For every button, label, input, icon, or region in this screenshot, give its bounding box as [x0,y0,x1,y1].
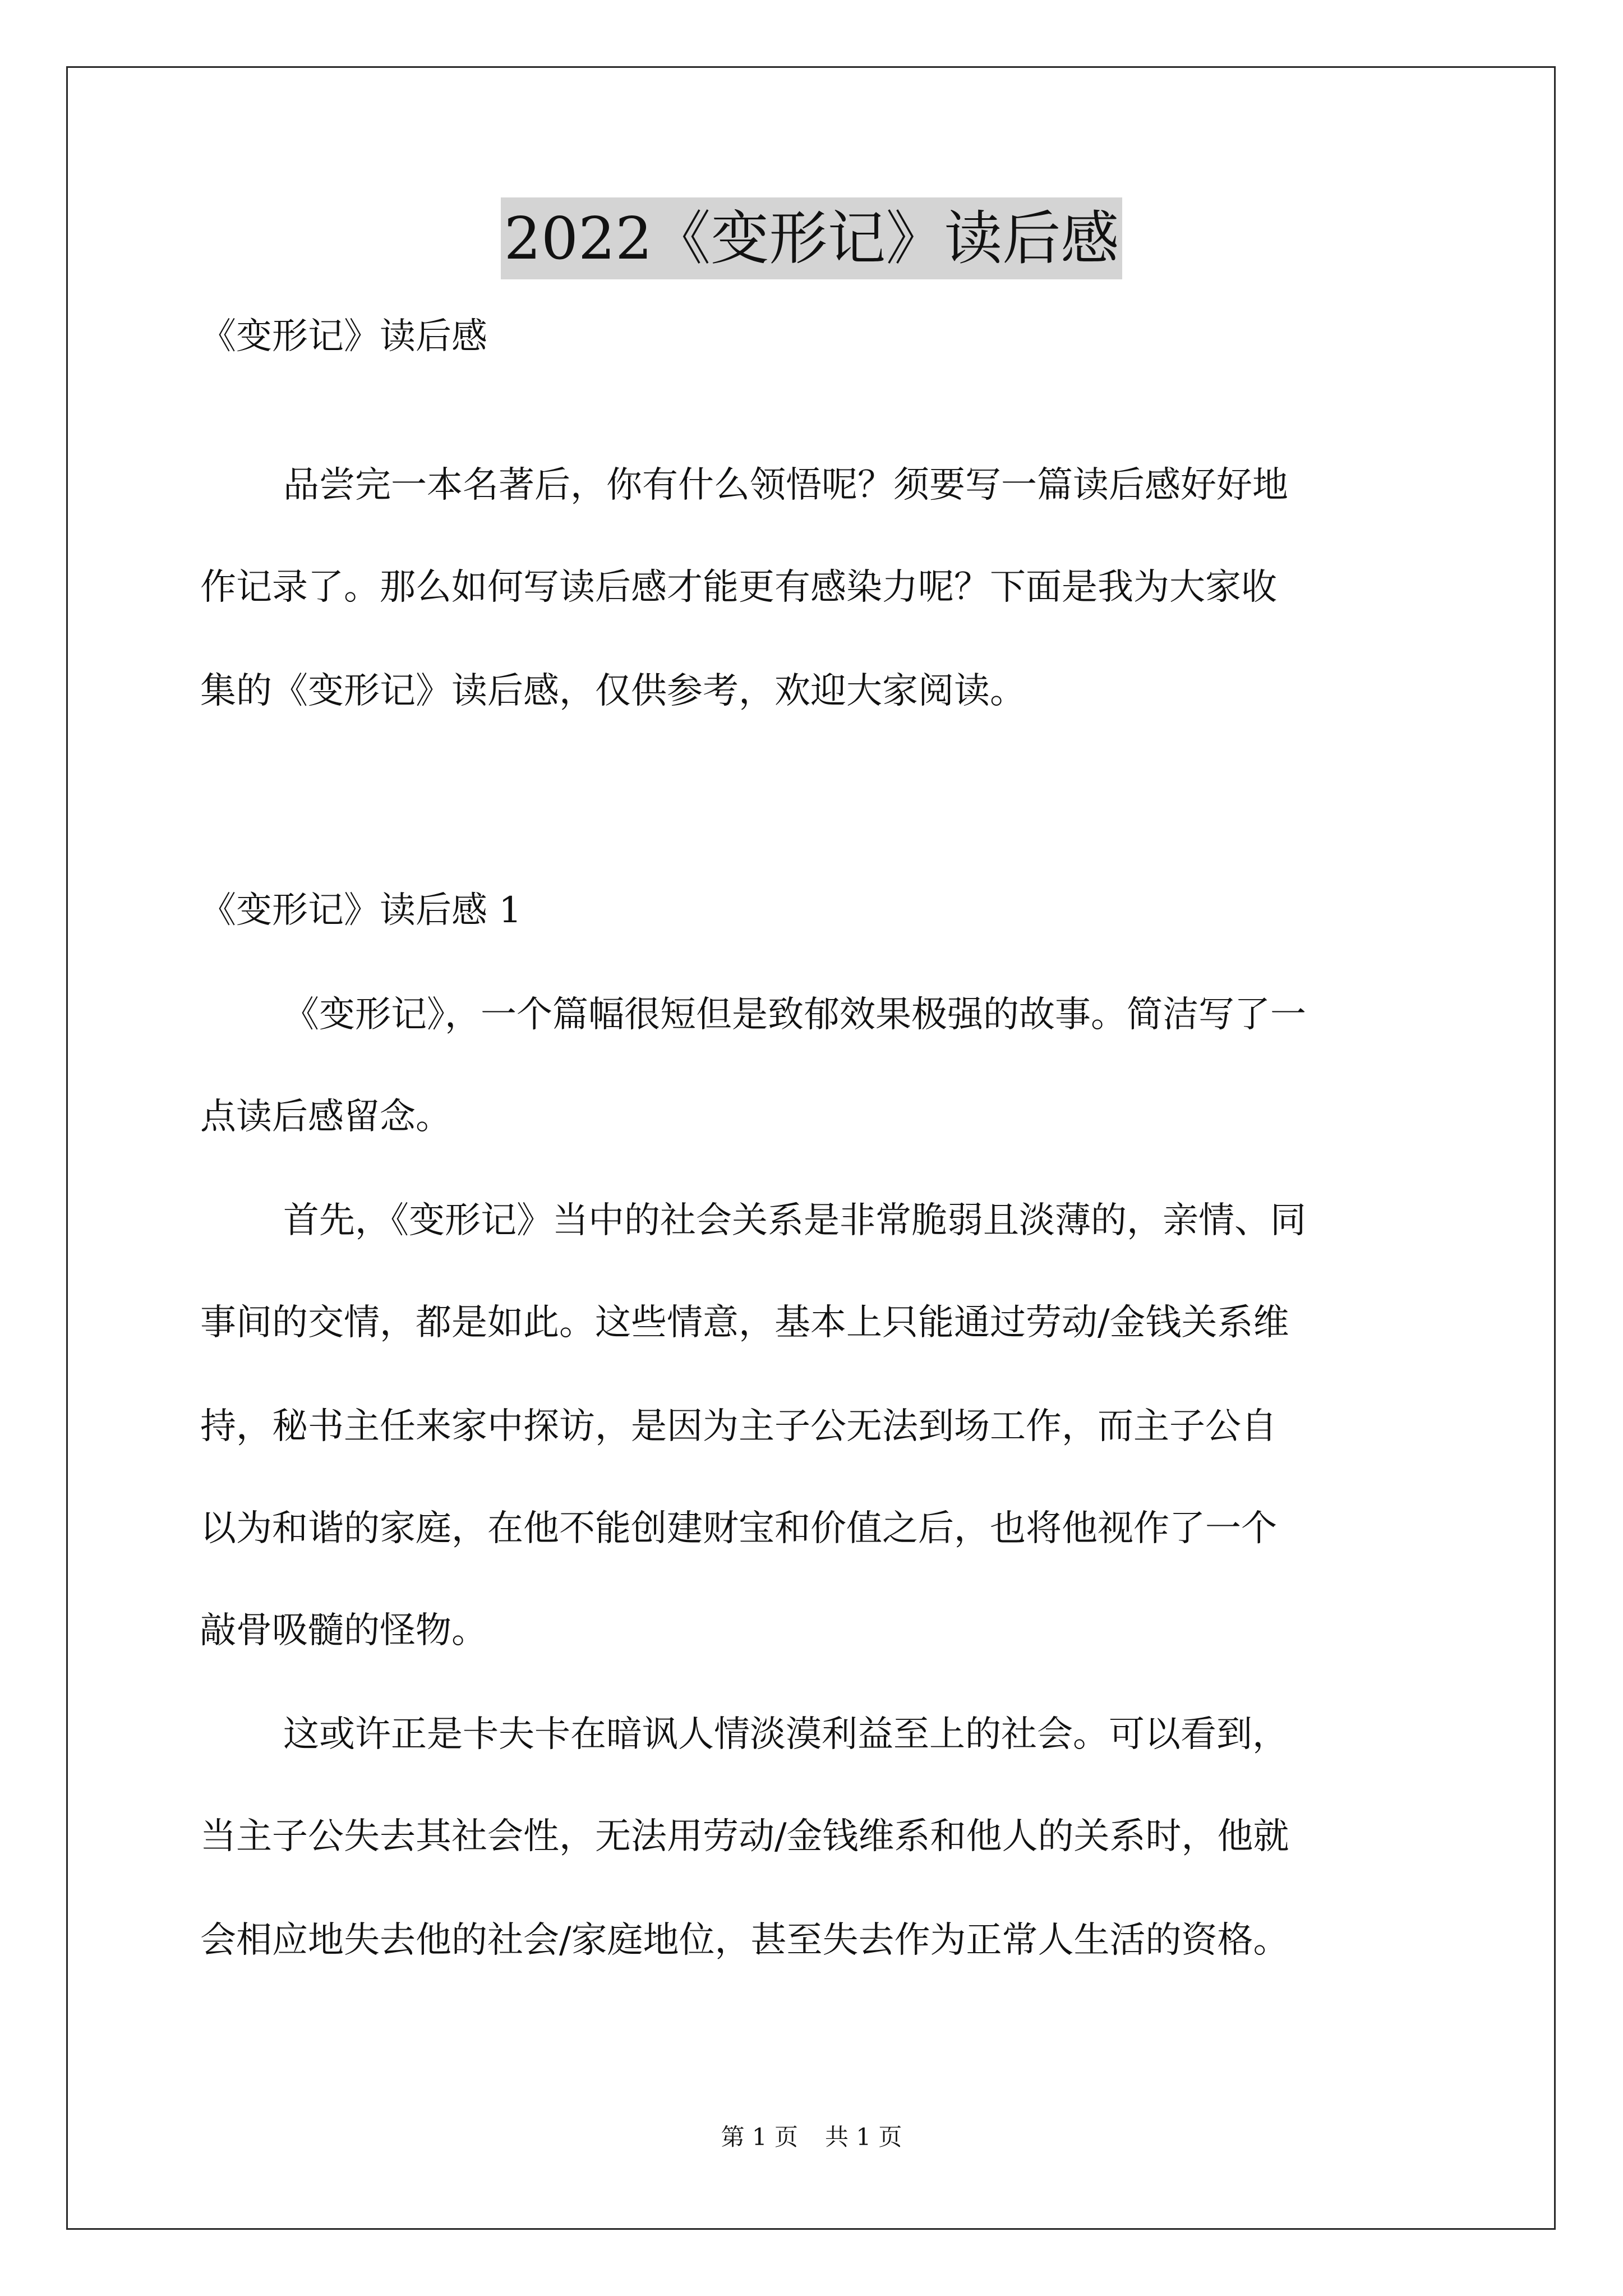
page-footer [0,2120,1623,2154]
paragraph-line: 当主子公失去其社会性，无法用劳动/金钱维系和他人的关系时，他就 [200,1816,1289,1857]
paragraph-line: 集的《变形记》读后感，仅供参考，欢迎大家阅读。 [200,670,1026,712]
page-border [66,66,1556,2230]
section-heading: 《变形记》读后感 1 [200,890,522,931]
paragraph-line: 会相应地失去他的社会/家庭地位，甚至失去作为正常人生活的资格。 [200,1920,1289,1961]
paragraph-line: 品尝完一本名著后，你有什么领悟呢？须要写一篇读后感好好地 [283,464,1288,506]
paragraph-line: 以为和谐的家庭，在他不能创建财宝和价值之后，也将他视作了一个 [200,1508,1277,1549]
paragraph-line: 持，秘书主任来家中探访，是因为主子公无法到场工作，而主子公自 [200,1406,1277,1447]
paragraph-line: 首先，《变形记》当中的社会关系是非常脆弱且淡薄的，亲情、同 [283,1200,1306,1241]
paragraph-line: 作记录了。那么如何写读后感才能更有感染力呢？下面是我为大家收 [200,567,1277,608]
page-total: 共 1 页 [825,2123,902,2151]
page-number: 第 1 页 [721,2123,798,2151]
paragraph-line: 《变形记》，一个篇幅很短但是致郁效果极强的故事。简洁写了一 [283,994,1306,1036]
paragraph-line: 点读后感留念。 [200,1096,451,1138]
document-title: 2022《变形记》读后感 [501,197,1123,279]
intro-heading: 《变形记》读后感 [200,316,487,357]
title-container [0,197,1623,279]
paragraph-line: 这或许正是卡夫卡在暗讽人情淡漠利益至上的社会。可以看到， [283,1714,1288,1755]
paragraph-line: 事间的交情，都是如此。这些情意，基本上只能通过劳动/金钱关系维 [200,1302,1289,1343]
paragraph-line: 敲骨吸髓的怪物。 [200,1610,487,1651]
